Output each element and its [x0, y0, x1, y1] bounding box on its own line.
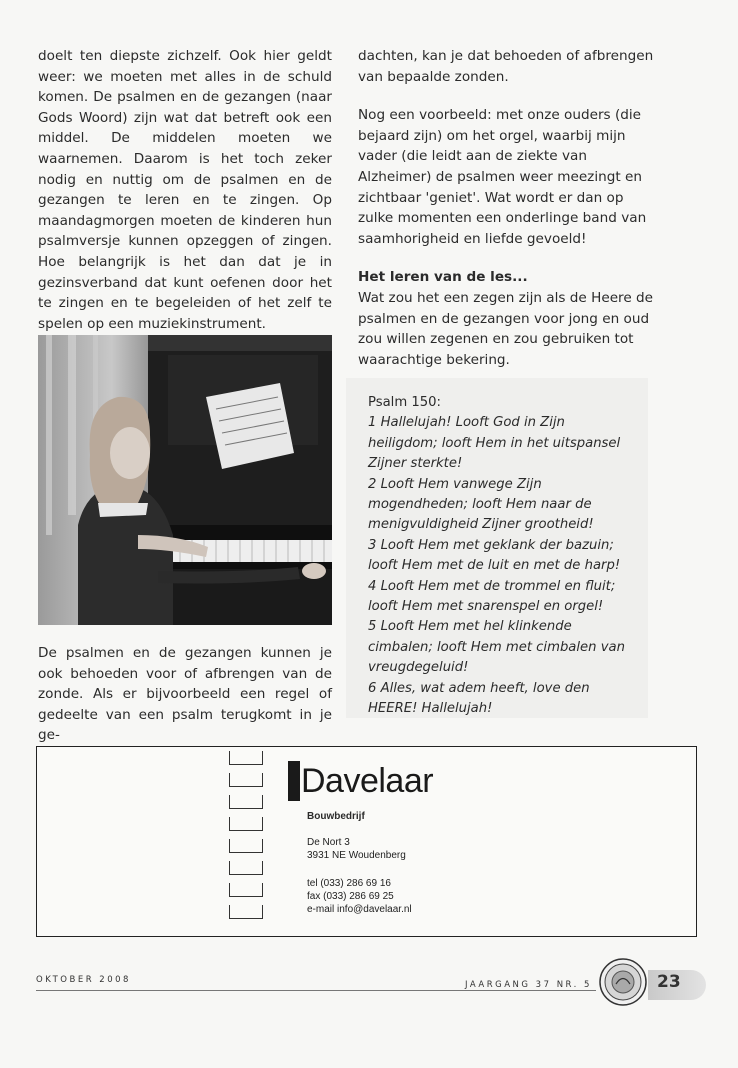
logo-slab-icon — [229, 905, 263, 919]
psalm-150-quote — [368, 393, 638, 720]
logo-slab-icon — [229, 773, 263, 787]
psalm-verse-3: 3 Looft Hem met geklank der bazuin; looft Hem met de luit en met de harp! — [368, 537, 621, 574]
ad-telephone: tel (033) 286 69 16 — [307, 878, 391, 889]
logo-slab-icon — [229, 795, 263, 809]
magazine-seal-icon — [598, 957, 648, 1007]
psalm-title: Psalm 150: — [368, 395, 441, 410]
psalm-verse-4: 4 Looft Hem met de trommel en fluit; looft Hem met snarenspel en orgel! — [368, 578, 616, 615]
company-subtitle: Bouwbedrijf — [307, 811, 365, 822]
left-column — [38, 46, 332, 334]
company-logo-text: Davelaar — [301, 762, 434, 800]
davelaar-advertisement — [36, 746, 697, 937]
logo-slab-icon — [229, 817, 263, 831]
psalm-verse-1: 1 Hallelujah! Looft God in Zijn heiligdom; looft Hem in het uitspansel Zijner sterkte! — [368, 415, 621, 472]
psalm-verse-5: 5 Looft Hem met hel klinkende cimbalen; looft Hem met cimbalen van vreugdegeluid! — [368, 619, 625, 676]
logo-slab-icon — [229, 839, 263, 853]
psalm-verse-6: 6 Alles, wat adem heeft, love den HEERE! Hallelujah! — [368, 680, 590, 717]
logo-slab-icon — [229, 883, 263, 897]
logo-slab-icon — [229, 751, 263, 765]
page-number: 23 — [657, 972, 681, 992]
psalm-verse-2: 2 Looft Hem vanwege Zijn mogendheden; looft Hem naar de menigvuldigheid Zijner grootheid! — [368, 476, 594, 533]
right-paragraph-3: Wat zou het een zegen zijn als de Heere de psalmen en de gezangen voor jong en oud zou willen zegenen en zou gebruiken tot waarachtige bekering. — [358, 289, 654, 368]
logo-slab-icon — [229, 861, 263, 875]
left-bottom-paragraph: De psalmen en de gezangen kunnen je ook behoeden voor of afbrengen van de zonde. Als er bijvoorbeeld een regel of gedeelte van een psalm terugkomt in je ge- — [38, 645, 332, 744]
ad-fax: fax (033) 286 69 25 — [307, 891, 394, 902]
photo-illustration — [38, 335, 332, 625]
ad-address-line-2: 3931 NE Woudenberg — [307, 850, 406, 861]
right-paragraph-2: Nog een voorbeeld: met onze ouders (die bejaard zijn) om het orgel, waarbij mijn vader (die leidt aan de ziekte van Alzheimer) de psalmen weer meezingt en zichtbaar 'geniet'. Wat wordt er dan op zulke momenten een onderlinge band van saamhorigheid en liefde gevoeld! — [358, 107, 647, 247]
footer-date: OKTOBER 2008 — [36, 975, 131, 985]
ad-address-line-1: De Nort 3 — [307, 837, 350, 848]
section-heading: Het leren van de les... — [358, 269, 528, 286]
girl-piano-photo — [38, 335, 332, 625]
right-paragraph-1: dachten, kan je dat behoeden of afbrengen van bepaalde zonden. — [358, 48, 654, 85]
footer-divider — [36, 990, 596, 991]
logo-bar-icon — [288, 761, 300, 801]
footer-volume: JAARGANG 37 NR. 5 — [465, 980, 592, 990]
ad-email: e-mail info@davelaar.nl — [307, 904, 412, 915]
right-column — [358, 46, 654, 370]
left-top-paragraph: doelt ten diepste zichzelf. Ook hier geldt weer: we moeten met alles in de schuld komen. De psalmen en de gezangen (naar Gods Woord) zijn wat dat betreft ook een middel. De middelen moeten we waarnemen. Daarom is het toch zeker nodig en nuttig om de psalmen en de gezangen te leren en te zingen. Op maandagmorgen moeten de kinderen hun psalmversje kunnen opzeggen of zingen. Hoe belangrijk is het dan dat je in gezinsverband dat kunt oefenen door het te zingen en te begeleiden of het zelf te spelen op een muziekinstrument. — [38, 48, 332, 332]
left-bottom-column — [38, 643, 332, 746]
